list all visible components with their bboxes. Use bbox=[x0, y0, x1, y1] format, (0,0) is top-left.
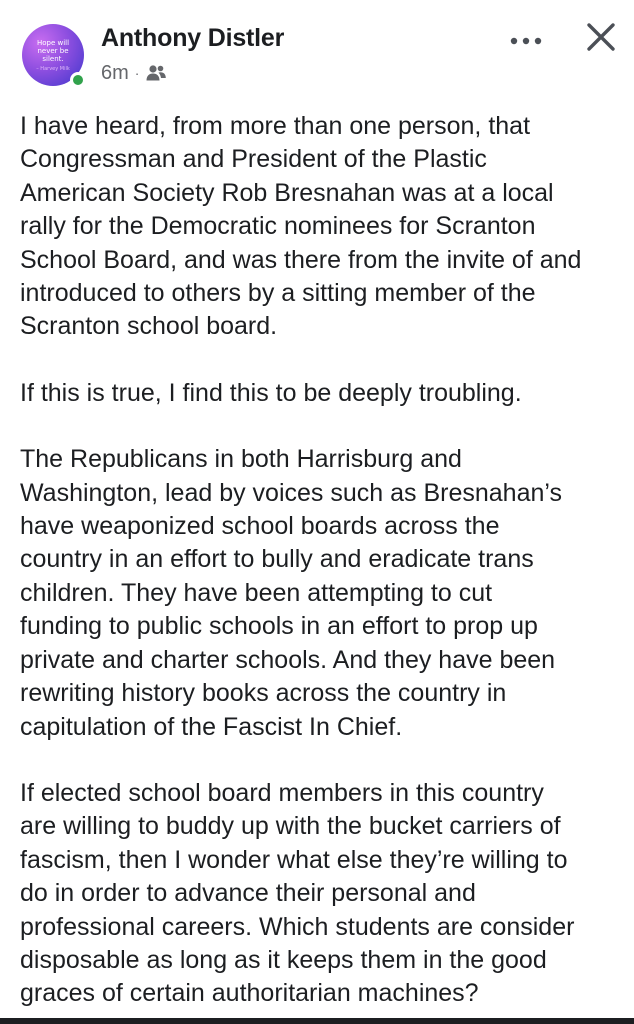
bottom-edge-bar bbox=[0, 1018, 634, 1024]
friends-icon[interactable] bbox=[145, 64, 167, 82]
avatar-quote-line-1: Hope will bbox=[36, 38, 70, 47]
close-icon bbox=[586, 22, 616, 57]
avatar-quote-line-3: silent. bbox=[42, 54, 64, 63]
avatar-quote-line-2: never be bbox=[37, 46, 69, 55]
more-options-button[interactable] bbox=[506, 26, 546, 56]
post-body bbox=[20, 110, 624, 1011]
online-status-dot bbox=[70, 72, 86, 88]
post-header bbox=[0, 0, 634, 100]
post-meta bbox=[101, 60, 167, 86]
post-paragraph: I have heard, from more than one person, that Congressman and President of the Plastic American Society Rob Bresnahan was at a local rally for the Democratic nominees for Scranton School Board, and was there from the invite of and introduced to others by a sitting member of the Scranton school board. bbox=[20, 112, 582, 341]
post-paragraph: The Republicans in both Harrisburg and Washington, lead by voices such as Bresnahan’s have weaponized school boards across the country in an effort to bully and eradicate trans children. They have been attempting to cut funding to public schools in an effort to prop up private and charter schools. And they have been rewriting history books across the country in capitulation of the Fascist In Chief. bbox=[20, 445, 562, 741]
meta-separator: · bbox=[134, 65, 140, 81]
avatar[interactable] bbox=[22, 24, 86, 88]
post-paragraph: If this is true, I find this to be deeply troubling. bbox=[20, 378, 522, 407]
author-name[interactable]: Anthony Distler bbox=[101, 24, 285, 52]
post-timestamp[interactable]: 6m bbox=[101, 61, 129, 84]
avatar-quote-attribution: – Harvey Milk bbox=[36, 65, 70, 72]
post-paragraph: If elected school board members in this country are willing to buddy up with the bucket carriers of fascism, then I wonder what else they’re willing to do in order to advance their personal and professional careers. Which students are consider disposable as long as it keeps them in the good graces of certain authoritarian machines? bbox=[20, 778, 575, 1008]
more-options-icon bbox=[509, 32, 543, 50]
close-button[interactable] bbox=[580, 18, 622, 60]
